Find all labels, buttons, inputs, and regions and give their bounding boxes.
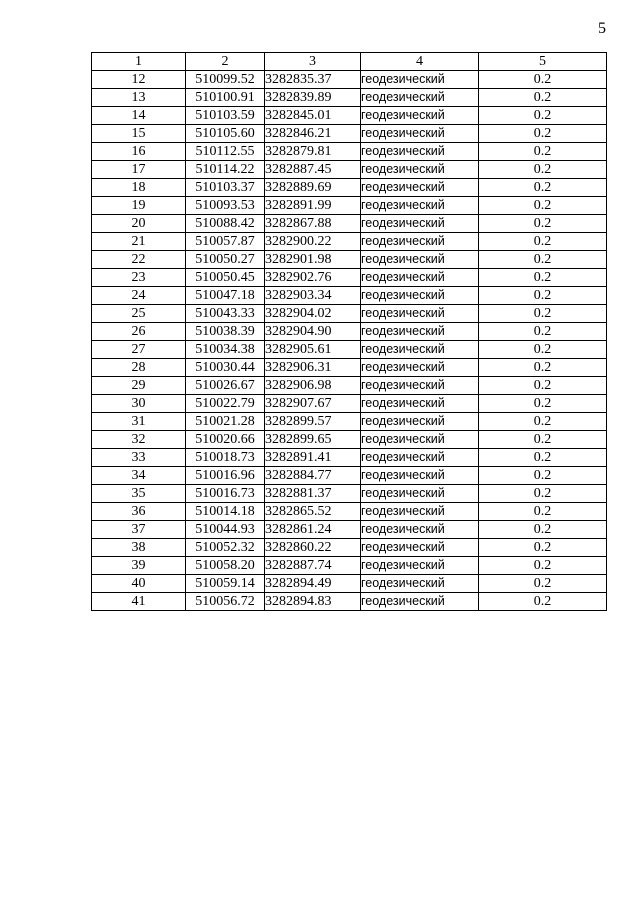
cell-coord-x: 510020.66 <box>186 431 265 449</box>
cell-coord-x: 510103.59 <box>186 107 265 125</box>
cell-accuracy: 0.2 <box>479 125 607 143</box>
cell-coord-y: 3282835.37 <box>265 71 361 89</box>
cell-coord-y: 3282891.99 <box>265 197 361 215</box>
cell-coord-x: 510058.20 <box>186 557 265 575</box>
table-row <box>92 287 607 305</box>
cell-point-number: 18 <box>92 179 186 197</box>
cell-coord-x: 510050.45 <box>186 269 265 287</box>
cell-accuracy: 0.2 <box>479 161 607 179</box>
cell-accuracy: 0.2 <box>479 359 607 377</box>
cell-method: геодезический <box>361 485 479 503</box>
cell-point-number: 33 <box>92 449 186 467</box>
cell-accuracy: 0.2 <box>479 179 607 197</box>
cell-accuracy: 0.2 <box>479 143 607 161</box>
cell-accuracy: 0.2 <box>479 269 607 287</box>
cell-point-number: 36 <box>92 503 186 521</box>
table-row <box>92 233 607 251</box>
cell-accuracy: 0.2 <box>479 395 607 413</box>
cell-coord-x: 510022.79 <box>186 395 265 413</box>
cell-point-number: 27 <box>92 341 186 359</box>
cell-coord-y: 3282845.01 <box>265 107 361 125</box>
cell-method: геодезический <box>361 449 479 467</box>
cell-accuracy: 0.2 <box>479 215 607 233</box>
cell-point-number: 13 <box>92 89 186 107</box>
cell-accuracy: 0.2 <box>479 377 607 395</box>
table-body <box>92 71 607 611</box>
cell-accuracy: 0.2 <box>479 413 607 431</box>
cell-coord-y: 3282905.61 <box>265 341 361 359</box>
cell-method: геодезический <box>361 215 479 233</box>
cell-coord-x: 510056.72 <box>186 593 265 611</box>
cell-coord-x: 510105.60 <box>186 125 265 143</box>
cell-point-number: 38 <box>92 539 186 557</box>
cell-accuracy: 0.2 <box>479 305 607 323</box>
table-row <box>92 89 607 107</box>
cell-accuracy: 0.2 <box>479 341 607 359</box>
cell-coord-y: 3282861.24 <box>265 521 361 539</box>
cell-point-number: 31 <box>92 413 186 431</box>
cell-coord-x: 510052.32 <box>186 539 265 557</box>
cell-method: геодезический <box>361 413 479 431</box>
cell-coord-y: 3282907.67 <box>265 395 361 413</box>
header-cell-3: 3 <box>265 53 361 71</box>
cell-coord-y: 3282903.34 <box>265 287 361 305</box>
cell-method: геодезический <box>361 575 479 593</box>
cell-accuracy: 0.2 <box>479 431 607 449</box>
cell-method: геодезический <box>361 467 479 485</box>
cell-method: геодезический <box>361 305 479 323</box>
header-cell-1: 1 <box>92 53 186 71</box>
cell-coord-y: 3282879.81 <box>265 143 361 161</box>
cell-coord-x: 510114.22 <box>186 161 265 179</box>
cell-coord-x: 510057.87 <box>186 233 265 251</box>
cell-method: геодезический <box>361 287 479 305</box>
table-row <box>92 593 607 611</box>
cell-coord-y: 3282889.69 <box>265 179 361 197</box>
cell-method: геодезический <box>361 161 479 179</box>
cell-accuracy: 0.2 <box>479 89 607 107</box>
cell-coord-x: 510088.42 <box>186 215 265 233</box>
cell-coord-x: 510021.28 <box>186 413 265 431</box>
cell-coord-y: 3282884.77 <box>265 467 361 485</box>
cell-accuracy: 0.2 <box>479 557 607 575</box>
cell-method: геодезический <box>361 395 479 413</box>
cell-coord-y: 3282904.02 <box>265 305 361 323</box>
table-row <box>92 143 607 161</box>
cell-point-number: 14 <box>92 107 186 125</box>
cell-point-number: 41 <box>92 593 186 611</box>
cell-coord-y: 3282867.88 <box>265 215 361 233</box>
cell-coord-y: 3282899.65 <box>265 431 361 449</box>
table-row <box>92 521 607 539</box>
table-header <box>92 53 607 71</box>
cell-point-number: 39 <box>92 557 186 575</box>
cell-coord-x: 510103.37 <box>186 179 265 197</box>
cell-coord-y: 3282894.83 <box>265 593 361 611</box>
table-row <box>92 107 607 125</box>
table-row <box>92 215 607 233</box>
table-row <box>92 269 607 287</box>
cell-point-number: 23 <box>92 269 186 287</box>
cell-point-number: 32 <box>92 431 186 449</box>
cell-point-number: 20 <box>92 215 186 233</box>
cell-coord-y: 3282860.22 <box>265 539 361 557</box>
table-row <box>92 413 607 431</box>
cell-method: геодезический <box>361 377 479 395</box>
cell-point-number: 21 <box>92 233 186 251</box>
table-row <box>92 197 607 215</box>
coordinates-table <box>91 52 607 611</box>
cell-method: геодезический <box>361 503 479 521</box>
cell-method: геодезический <box>361 89 479 107</box>
table-row <box>92 503 607 521</box>
cell-method: геодезический <box>361 179 479 197</box>
cell-accuracy: 0.2 <box>479 575 607 593</box>
cell-point-number: 35 <box>92 485 186 503</box>
cell-point-number: 15 <box>92 125 186 143</box>
cell-coord-y: 3282904.90 <box>265 323 361 341</box>
cell-method: геодезический <box>361 359 479 377</box>
cell-accuracy: 0.2 <box>479 539 607 557</box>
table-row <box>92 377 607 395</box>
cell-point-number: 17 <box>92 161 186 179</box>
table-row <box>92 251 607 269</box>
cell-coord-x: 510050.27 <box>186 251 265 269</box>
cell-coord-y: 3282900.22 <box>265 233 361 251</box>
table-row <box>92 71 607 89</box>
cell-coord-x: 510043.33 <box>186 305 265 323</box>
table-row <box>92 161 607 179</box>
cell-method: геодезический <box>361 431 479 449</box>
cell-method: геодезический <box>361 125 479 143</box>
table-row <box>92 323 607 341</box>
cell-coord-y: 3282899.57 <box>265 413 361 431</box>
cell-point-number: 28 <box>92 359 186 377</box>
cell-coord-y: 3282894.49 <box>265 575 361 593</box>
cell-coord-x: 510018.73 <box>186 449 265 467</box>
cell-method: геодезический <box>361 251 479 269</box>
cell-coord-y: 3282846.21 <box>265 125 361 143</box>
cell-accuracy: 0.2 <box>479 485 607 503</box>
cell-point-number: 34 <box>92 467 186 485</box>
cell-accuracy: 0.2 <box>479 71 607 89</box>
cell-point-number: 22 <box>92 251 186 269</box>
cell-method: геодезический <box>361 233 479 251</box>
table-row <box>92 305 607 323</box>
cell-coord-x: 510016.96 <box>186 467 265 485</box>
cell-method: геодезический <box>361 107 479 125</box>
cell-coord-y: 3282839.89 <box>265 89 361 107</box>
table-row <box>92 359 607 377</box>
cell-method: геодезический <box>361 143 479 161</box>
cell-point-number: 37 <box>92 521 186 539</box>
cell-accuracy: 0.2 <box>479 323 607 341</box>
table-row <box>92 431 607 449</box>
cell-method: геодезический <box>361 557 479 575</box>
cell-accuracy: 0.2 <box>479 521 607 539</box>
cell-coord-x: 510112.55 <box>186 143 265 161</box>
cell-method: геодезический <box>361 323 479 341</box>
cell-method: геодезический <box>361 539 479 557</box>
cell-point-number: 30 <box>92 395 186 413</box>
header-row <box>92 53 607 71</box>
cell-method: геодезический <box>361 521 479 539</box>
header-cell-5: 5 <box>479 53 607 71</box>
cell-coord-x: 510030.44 <box>186 359 265 377</box>
cell-coord-x: 510014.18 <box>186 503 265 521</box>
table-row <box>92 539 607 557</box>
cell-point-number: 26 <box>92 323 186 341</box>
cell-method: геодезический <box>361 593 479 611</box>
cell-coord-y: 3282906.98 <box>265 377 361 395</box>
cell-coord-x: 510034.38 <box>186 341 265 359</box>
cell-coord-y: 3282887.74 <box>265 557 361 575</box>
cell-coord-x: 510044.93 <box>186 521 265 539</box>
cell-method: геодезический <box>361 269 479 287</box>
header-cell-4: 4 <box>361 53 479 71</box>
cell-point-number: 19 <box>92 197 186 215</box>
cell-coord-x: 510038.39 <box>186 323 265 341</box>
table-row <box>92 467 607 485</box>
cell-coord-y: 3282906.31 <box>265 359 361 377</box>
table-row <box>92 179 607 197</box>
cell-accuracy: 0.2 <box>479 233 607 251</box>
cell-coord-y: 3282901.98 <box>265 251 361 269</box>
cell-coord-x: 510093.53 <box>186 197 265 215</box>
header-cell-2: 2 <box>186 53 265 71</box>
page-number: 5 <box>598 20 606 37</box>
table-row <box>92 125 607 143</box>
cell-accuracy: 0.2 <box>479 107 607 125</box>
table-row <box>92 557 607 575</box>
cell-coord-x: 510059.14 <box>186 575 265 593</box>
cell-coord-y: 3282881.37 <box>265 485 361 503</box>
cell-method: геодезический <box>361 197 479 215</box>
cell-accuracy: 0.2 <box>479 593 607 611</box>
cell-accuracy: 0.2 <box>479 197 607 215</box>
cell-coord-x: 510026.67 <box>186 377 265 395</box>
cell-point-number: 40 <box>92 575 186 593</box>
cell-point-number: 29 <box>92 377 186 395</box>
cell-coord-y: 3282865.52 <box>265 503 361 521</box>
cell-point-number: 16 <box>92 143 186 161</box>
table-row <box>92 395 607 413</box>
cell-coord-x: 510099.52 <box>186 71 265 89</box>
cell-point-number: 25 <box>92 305 186 323</box>
cell-coord-y: 3282887.45 <box>265 161 361 179</box>
cell-point-number: 24 <box>92 287 186 305</box>
cell-accuracy: 0.2 <box>479 449 607 467</box>
table-row <box>92 485 607 503</box>
cell-point-number: 12 <box>92 71 186 89</box>
table-row <box>92 575 607 593</box>
cell-accuracy: 0.2 <box>479 251 607 269</box>
cell-coord-x: 510016.73 <box>186 485 265 503</box>
cell-accuracy: 0.2 <box>479 503 607 521</box>
table-row <box>92 341 607 359</box>
cell-accuracy: 0.2 <box>479 467 607 485</box>
cell-coord-x: 510100.91 <box>186 89 265 107</box>
cell-accuracy: 0.2 <box>479 287 607 305</box>
table-row <box>92 449 607 467</box>
cell-method: геодезический <box>361 71 479 89</box>
cell-coord-y: 3282902.76 <box>265 269 361 287</box>
cell-method: геодезический <box>361 341 479 359</box>
cell-coord-x: 510047.18 <box>186 287 265 305</box>
cell-coord-y: 3282891.41 <box>265 449 361 467</box>
